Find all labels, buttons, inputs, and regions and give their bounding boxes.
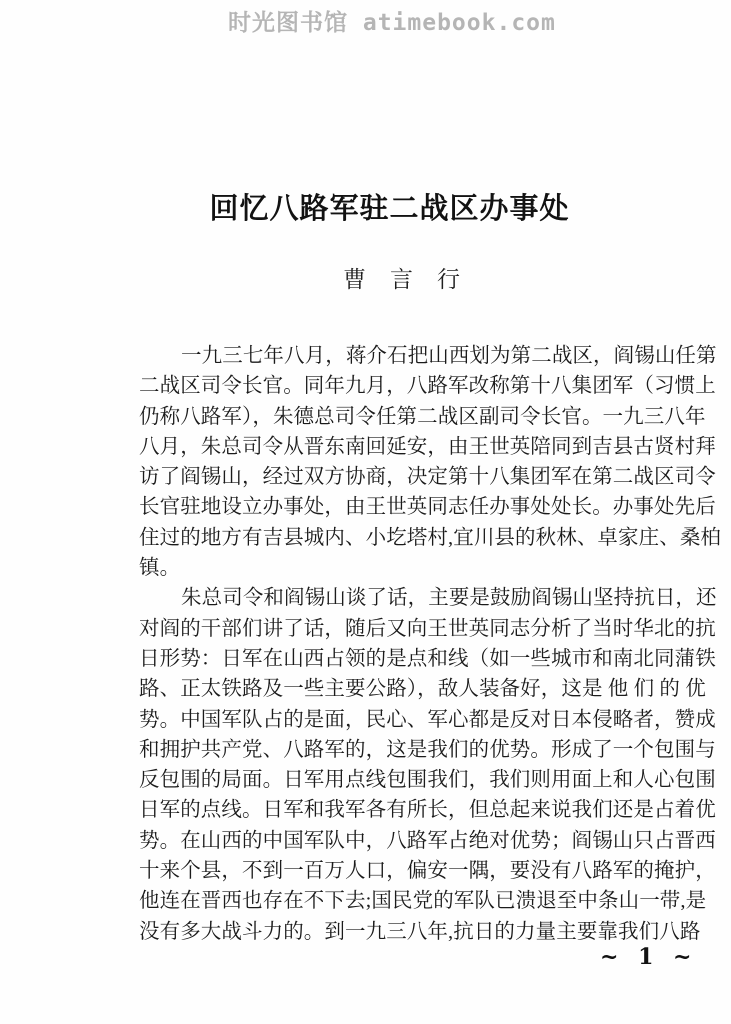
text-line: 朱总司令和阎锡山谈了话，主要是鼓励阎锡山坚持抗日，还 — [181, 587, 717, 610]
watermark-text: 时光图书馆 atimebook.com — [228, 10, 556, 36]
text-line: 二战区司令长官。同年九月，八路军改称第十八集团军（习惯上 — [139, 375, 716, 398]
text-line: 访了阎锡山，经过双方协商，决定第十八集团军在第二战区司令 — [139, 466, 716, 489]
text-line: 没有多大战斗力的。到一九三八年,抗日的力量主要靠我们八路 — [139, 920, 701, 943]
page-number: ~ 1 ~ — [600, 944, 698, 970]
article-title: 回忆八路军驻二战区办事处 — [209, 193, 570, 225]
text-line: 十来个县，不到一百万人口，偏安一隅，要没有八路军的掩护， — [139, 860, 716, 883]
text-line: 住过的地方有吉县城内、小圪塔村,宜川县的秋林、卓家庄、桑柏 — [139, 526, 722, 549]
text-line: 势。在山西的中国军队中，八路军占绝对优势；阎锡山只占晋西 — [139, 829, 716, 852]
text-line: 和拥护共产党、八路军的，这是我们的优势。形成了一个包围与 — [139, 738, 716, 761]
text-line: 八月，朱总司令从晋东南回延安，由王世英陪同到吉县古贤村拜 — [139, 435, 716, 458]
text-line: 势。中国军队占的是面，民心、军心都是反对日本侵略者，赞成 — [139, 708, 716, 731]
article-body — [139, 341, 722, 947]
text-line: 反包围的局面。日军用点线包围我们，我们则用面上和人心包围 — [139, 769, 716, 792]
author-name: 曹言行 — [343, 267, 484, 292]
text-line: 仍称八路军），朱德总司令任第二战区副司令长官。一九三八年 — [139, 405, 706, 428]
text-line: 路、正太铁路及一些主要公路），敌人装备好，这是 他 们 的 优 — [139, 678, 706, 701]
text-line: 日形势：日军在山西占领的是点和线（如一些城市和南北同蒲铁 — [139, 647, 716, 670]
text-line: 镇。 — [139, 557, 181, 580]
text-line: 日军的点线。日军和我军各有所长，但总起来说我们还是占着优 — [139, 799, 716, 822]
text-line: 对阎的干部们讲了话，随后又向王世英同志分析了当时华北的抗 — [139, 617, 716, 640]
text-line: 他连在晋西也存在不下去;国民党的军队已溃退至中条山一带,是 — [139, 890, 707, 913]
text-line: 一九三七年八月，蒋介石把山西划为第二战区，阎锡山任第 — [181, 345, 717, 367]
text-line: 长官驻地设立办事处，由王世英同志任办事处处长。办事处先后 — [139, 496, 716, 519]
